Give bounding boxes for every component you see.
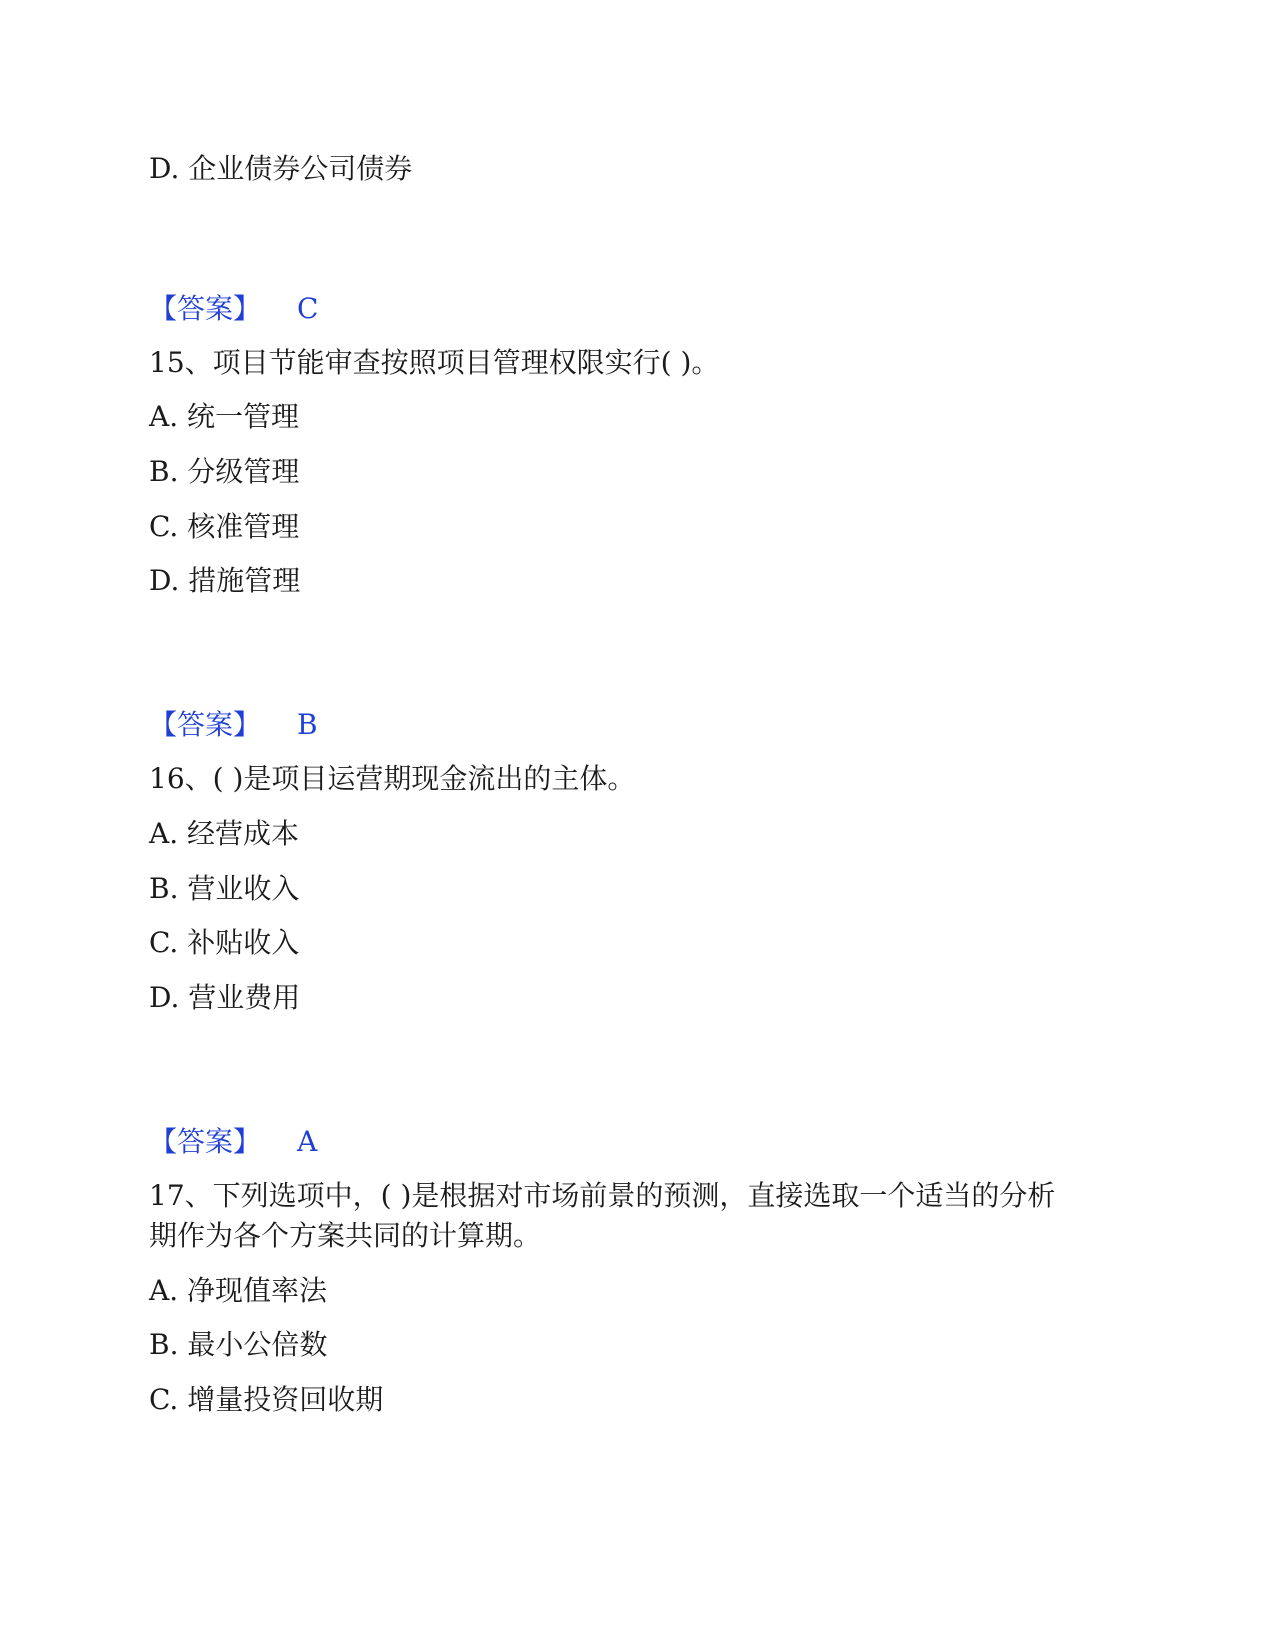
q15-option-d: D. 措施管理 xyxy=(149,564,301,597)
question-15-text: 15、项目节能审查按照项目管理权限实行( )。 xyxy=(149,346,720,379)
answer-row xyxy=(149,289,319,329)
q16-option-d: D. 营业费用 xyxy=(149,981,301,1014)
q16-option-a: A. 经营成本 xyxy=(149,817,300,850)
question-17-text-line1: 17、下列选项中，( )是根据对市场前景的预测，直接选取一个适当的分析 xyxy=(149,1179,1056,1212)
answer-value: A xyxy=(297,1125,318,1158)
q16-answer-row xyxy=(149,1122,318,1162)
question-17-text-line2: 期作为各个方案共同的计算期。 xyxy=(149,1219,542,1252)
answer-label: 【答案】 xyxy=(149,1125,262,1158)
q17-option-a: A. 净现值率法 xyxy=(149,1274,328,1307)
q15-option-c: C. 核准管理 xyxy=(149,510,300,543)
answer-value: C xyxy=(297,292,319,325)
q15-option-a: A. 统一管理 xyxy=(149,400,300,433)
answer-label: 【答案】 xyxy=(149,708,262,741)
answer-value: B xyxy=(297,708,318,741)
q17-option-b: B. 最小公倍数 xyxy=(149,1328,328,1361)
q15-option-b: B. 分级管理 xyxy=(149,455,300,488)
q17-option-c: C. 增量投资回收期 xyxy=(149,1383,384,1416)
q16-option-b: B. 营业收入 xyxy=(149,872,300,905)
option-d-text: D. 企业债券公司债券 xyxy=(149,152,413,185)
answer-label: 【答案】 xyxy=(149,292,262,325)
q15-answer-row xyxy=(149,705,318,745)
question-16-text: 16、( )是项目运营期现金流出的主体。 xyxy=(149,762,636,795)
q16-option-c: C. 补贴收入 xyxy=(149,926,300,959)
